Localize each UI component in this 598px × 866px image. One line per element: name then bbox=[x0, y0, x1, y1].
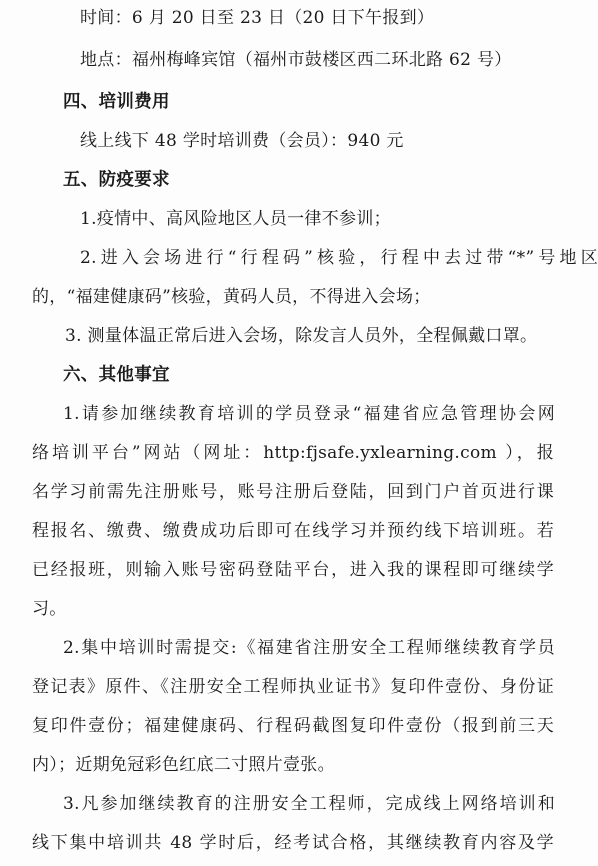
text-line-other-2a: 2.集中培训时需提交:《福建省注册安全工程师继续教育学员 bbox=[63, 638, 555, 658]
text-line-other-1f: 习。 bbox=[32, 599, 67, 619]
text-line-other-1b: 络培训平台”网站（网址：http:fjsafe.yxlearning.com ），报 bbox=[32, 443, 554, 463]
text-line-epidemic-3: 3. 测量体温正常后进入会场，除发言人员外，全程佩戴口罩。 bbox=[65, 326, 538, 346]
text-line-time: 时间：6 月 20 日至 23 日（20 日下午报到） bbox=[80, 8, 435, 28]
text-line-other-2c: 复印件壹份；福建健康码、行程码截图复印件壹份（报到前三天 bbox=[32, 716, 554, 736]
text-line-epidemic-2a: 2.进入会场进行“行程码”核验，行程中去过带“*”号地区 bbox=[80, 248, 598, 268]
text-line-epidemic-1: 1.疫情中、高风险地区人员一律不参训； bbox=[80, 209, 391, 229]
text-line-other-1d: 程报名、缴费、缴费成功后即可在线学习并预约线下培训班。若 bbox=[32, 521, 554, 541]
text-line-other-1c: 名学习前需先注册账号，账号注册后登陆，回到门户首页进行课 bbox=[32, 482, 554, 502]
text-line-location: 地点：福州梅峰宾馆（福州市鼓楼区西二环北路 62 号） bbox=[80, 50, 512, 70]
section-heading-other: 六、其他事宜 bbox=[63, 365, 170, 385]
text-line-other-2d: 内）；近期免冠彩色红底二寸照片壹张。 bbox=[32, 755, 335, 775]
text-line-other-1e: 已经报班，则输入账号密码登陆平台，进入我的课程即可继续学 bbox=[32, 560, 554, 580]
text-line-other-3a: 3.凡参加继续教育的注册安全工程师，完成线上网络培训和 bbox=[63, 794, 555, 814]
text-line-epidemic-2b: 的，“福建健康码”核验，黄码人员，不得进入会场； bbox=[32, 287, 431, 307]
text-line-other-3b: 线下集中培训共 48 学时后，经考试合格，其继续教育内容及学 bbox=[32, 833, 554, 853]
section-heading-fee: 四、培训费用 bbox=[63, 92, 170, 112]
text-line-other-1a: 1.请参加继续教育培训的学员登录“福建省应急管理协会网 bbox=[63, 404, 555, 424]
section-heading-epidemic: 五、防疫要求 bbox=[63, 170, 170, 190]
text-line-fee: 线上线下 48 学时培训费（会员）：940 元 bbox=[80, 131, 404, 151]
text-line-other-2b: 登记表》原件、《注册安全工程师执业证书》复印件壹份、身份证 bbox=[32, 677, 554, 697]
